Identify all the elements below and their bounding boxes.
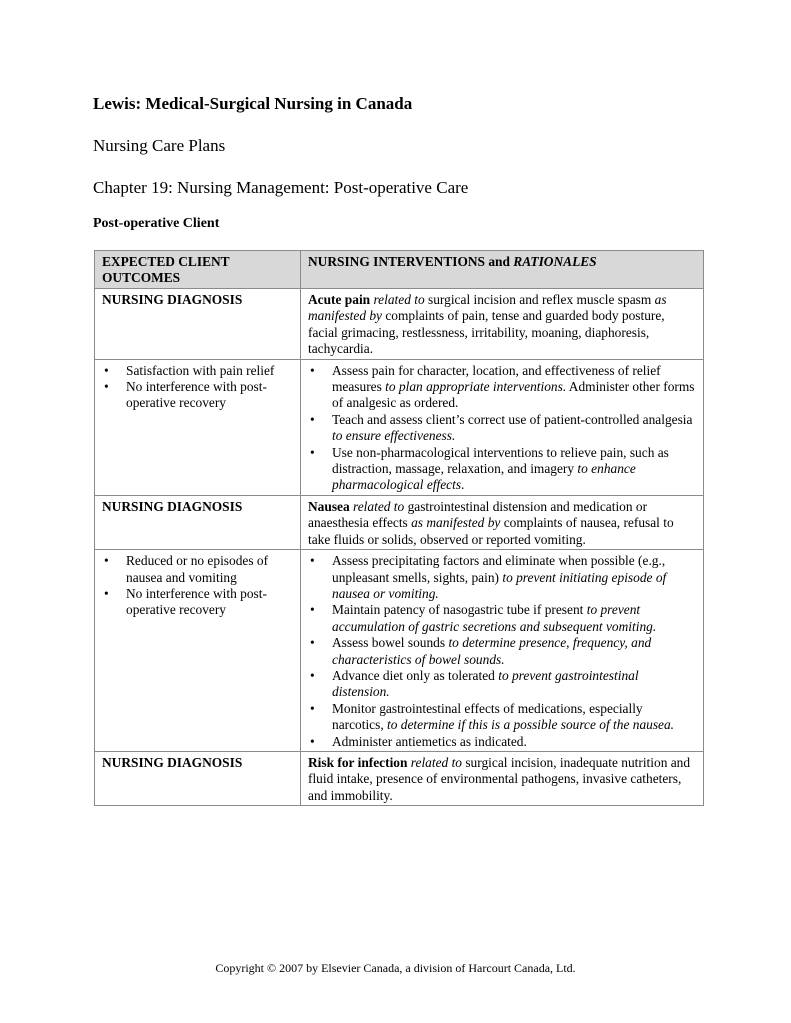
interventions-cell xyxy=(301,359,704,495)
chapter-title: Chapter 19: Nursing Management: Post-operative Care xyxy=(93,178,469,197)
outcomes-cell xyxy=(95,550,301,752)
document-title: Lewis: Medical-Surgical Nursing in Canada xyxy=(93,94,413,113)
intervention-item: • Use non-pharmacological interventions to relieve pain, such as distraction, massage, relaxation, and imagery to enhance pharmacological effects. xyxy=(308,445,697,494)
outcome-item: • Satisfaction with pain relief xyxy=(102,363,294,379)
header-outcomes: EXPECTED CLIENT OUTCOMES xyxy=(95,251,301,289)
intervention-item: • Monitor gastrointestinal effects of medications, especially narcotics, to determine if this is a possible source of the nausea. xyxy=(308,701,697,734)
outcome-row xyxy=(95,550,704,752)
diagnosis-label: NURSING DIAGNOSIS xyxy=(95,495,301,549)
section-heading: Post-operative Client xyxy=(93,216,220,231)
care-plan-table xyxy=(94,250,704,806)
intervention-item: • Advance diet only as tolerated to prevent gastrointestinal distension. xyxy=(308,668,697,701)
diagnosis-label: NURSING DIAGNOSIS xyxy=(95,751,301,805)
intervention-item: • Assess pain for character, location, and effectiveness of relief measures to plan appropriate interventions. Administer other forms of analgesic as ordered. xyxy=(308,363,697,412)
copyright-footer: Copyright © 2007 by Elsevier Canada, a division of Harcourt Canada, Ltd. xyxy=(215,961,576,975)
outcome-item: • Reduced or no episodes of nausea and vomiting xyxy=(102,553,294,586)
diagnosis-text: Acute pain related to surgical incision and reflex muscle spasm as manifested by complaints of pain, tense and guarded body posture, facial grimacing, restlessness, irritability, moaning, diaphoresis, tachycardia. xyxy=(301,289,704,360)
intervention-item: • Assess bowel sounds to determine presence, frequency, and characteristics of bowel sounds. xyxy=(308,635,697,668)
outcome-row xyxy=(95,359,704,495)
outcomes-cell xyxy=(95,359,301,495)
diagnosis-label: NURSING DIAGNOSIS xyxy=(95,289,301,360)
intervention-item: • Assess precipitating factors and eliminate when possible (e.g., unpleasant smells, sights, pain) to prevent initiating episode of nausea or vomiting. xyxy=(308,553,697,602)
outcome-item: • No interference with post-operative recovery xyxy=(102,586,294,619)
intervention-item: • Maintain patency of nasogastric tube if present to prevent accumulation of gastric secretions and subsequent vomiting. xyxy=(308,602,697,635)
diagnosis-row xyxy=(95,289,704,360)
diagnosis-text: Risk for infection related to surgical incision, inadequate nutrition and fluid intake, presence of environmental pathogens, invasive catheters, and immobility. xyxy=(301,751,704,805)
diagnosis-row xyxy=(95,495,704,549)
intervention-item: • Teach and assess client’s correct use of patient-controlled analgesia to ensure effectiveness. xyxy=(308,412,697,445)
outcome-item: • No interference with post-operative recovery xyxy=(102,379,294,412)
diagnosis-row xyxy=(95,751,704,805)
interventions-cell xyxy=(301,550,704,752)
table-header-row xyxy=(95,251,704,289)
document-subtitle: Nursing Care Plans xyxy=(93,136,226,155)
header-interventions: NURSING INTERVENTIONS and RATIONALES xyxy=(301,251,704,289)
diagnosis-text: Nausea related to gastrointestinal distension and medication or anaesthesia effects as manifested by complaints of nausea, refusal to take fluids or solids, observed or reported vomiting. xyxy=(301,495,704,549)
intervention-item: • Administer antiemetics as indicated. xyxy=(308,734,697,750)
